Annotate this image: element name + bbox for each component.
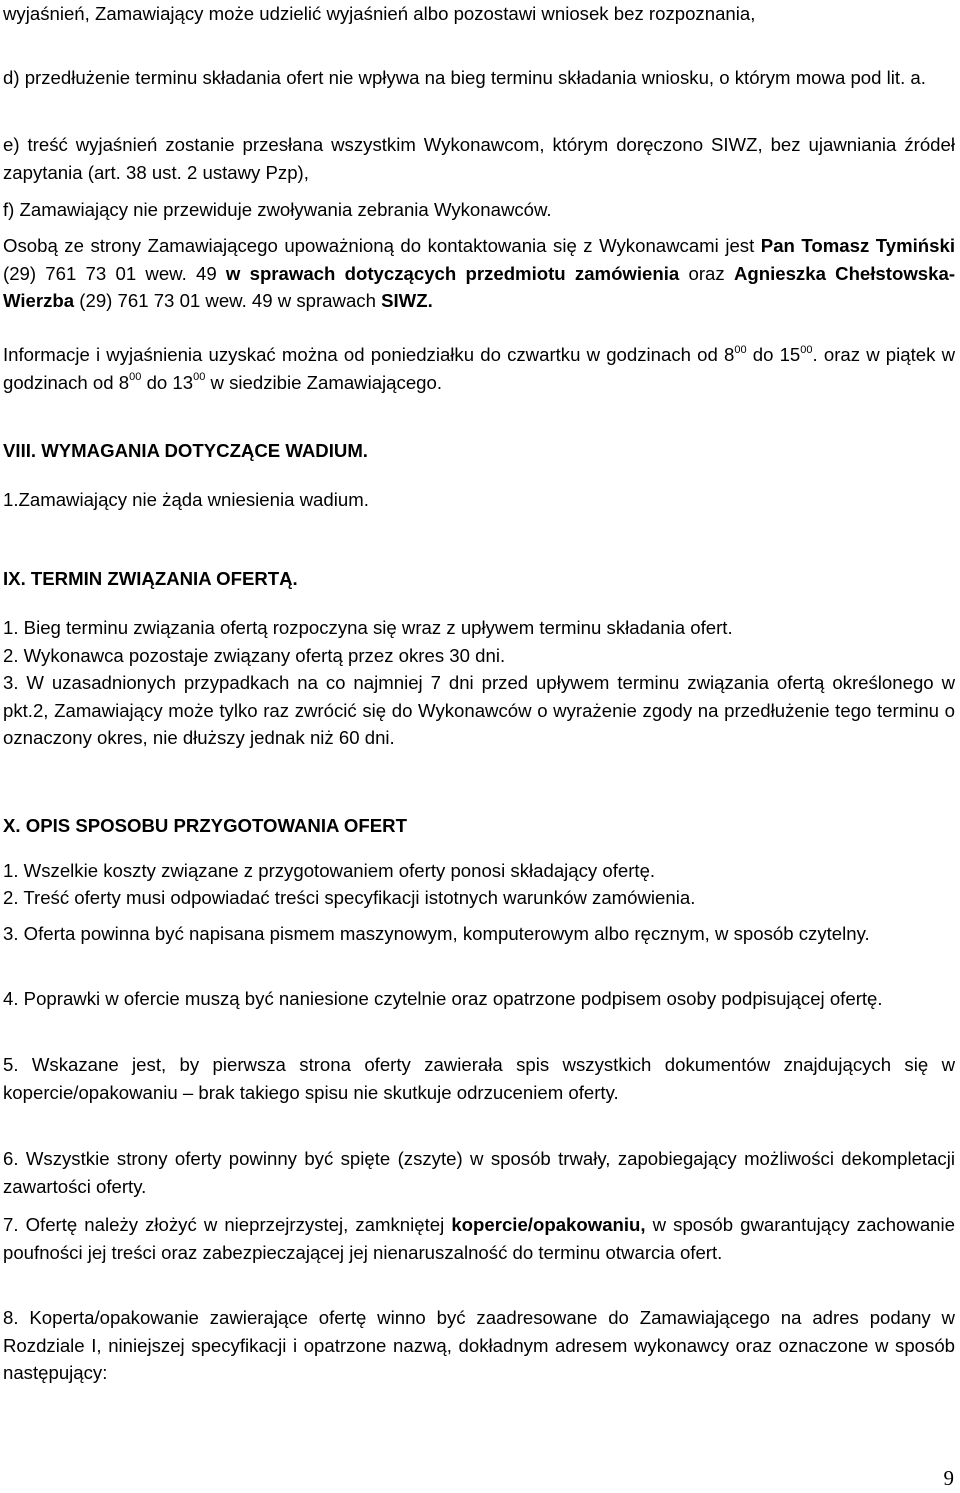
section-ix-item-2: 2. Wykonawca pozostaje związany ofertą przez okres 30 dni. — [3, 645, 506, 666]
section-x-item-6: 6. Wszystkie strony oferty powinny być spięte (zszyte) w sposób trwały, zapobiegający możliwości dekompletacji zawartości oferty. — [3, 1148, 955, 1197]
contact-person-2: Agnieszka Chełstowska-Wierzba — [3, 262, 956, 311]
item-7-emphasis: kopercie/opakowaniu, — [451, 1214, 646, 1235]
section-x-item-4: 4. Poprawki w ofercie muszą być naniesione czytelnie oraz opatrzone podpisem osoby podpisującej ofertę. — [3, 988, 883, 1009]
section-x-item-5: 5. Wskazane jest, by pierwsza strona oferty zawierała spis wszystkich dokumentów znajdujących się w kopercie/opakowaniu – brak takiego spisu nie skutkuje odrzuceniem oferty. — [3, 1054, 955, 1103]
hours-sup-3: 00 — [129, 371, 142, 384]
contact-phone-1: (29) 761 73 01 wew. 49 — [3, 262, 217, 284]
contact-person-1: Pan Tomasz Tymiński — [760, 235, 955, 256]
section-x-item-2: 2. Treść oferty musi odpowiadać treści specyfikacji istotnych warunków zamówienia. — [3, 887, 696, 908]
hours-sup-2: 00 — [800, 343, 813, 356]
hours-sup-1: 00 — [734, 343, 747, 356]
section-x-item-1: 1. Wszelkie koszty związane z przygotowaniem oferty ponosi składający ofertę. — [3, 860, 656, 881]
hours-text-1: Informacje i wyjaśnienia uzyskać można od poniedziałku do czwartku w godzinach od 8 — [3, 344, 735, 365]
clause-c-continuation: wyjaśnień, Zamawiający może udzielić wyjaśnień albo pozostawi wniosek bez rozpoznania, — [3, 3, 756, 24]
office-hours-paragraph — [3, 341, 955, 396]
page-number: 9 — [943, 1466, 954, 1490]
contact-text: Osobą ze strony Zamawiającego upoważnioną do kontaktowania się z Wykonawcami jest — [3, 235, 755, 256]
clause-e: e) treść wyjaśnień zostanie przesłana wszystkim Wykonawcom, którym doręczono SIWZ, bez ujawniania źródeł zapytania (art. 38 ust. 2 ustawy Pzp), — [3, 134, 955, 183]
section-heading-ix: IX. TERMIN ZWIĄZANIA OFERTĄ. — [3, 568, 298, 589]
section-heading-viii: VIII. WYMAGANIA DOTYCZĄCE WADIUM. — [3, 440, 368, 461]
contact-conjunction: oraz — [688, 262, 725, 284]
item-7-text-2: w sposób gwarantujący zachowanie poufności jej treści oraz zabezpieczającej jej nienaruszalność do terminu otwarcia ofert. — [3, 1214, 955, 1263]
hours-text-5: w siedzibie Zamawiającego. — [210, 371, 443, 393]
clause-f: f) Zamawiający nie przewiduje zwoływania zebrania Wykonawców. — [3, 199, 552, 220]
section-heading-x: X. OPIS SPOSOBU PRZYGOTOWANIA OFERT — [3, 815, 407, 836]
section-x-item-7 — [3, 1211, 955, 1266]
section-ix-item-1: 1. Bieg terminu związania ofertą rozpoczyna się wraz z upływem terminu składania ofert. — [3, 617, 733, 638]
section-viii-item-1: 1.Zamawiający nie żąda wniesienia wadium. — [3, 489, 369, 510]
hours-text-3: . oraz w piątek w godzinach od 8 — [3, 344, 955, 393]
contact-scope-2: SIWZ. — [381, 290, 433, 311]
contact-scope-1: w sprawach dotyczących przedmiotu zamówienia — [225, 262, 680, 284]
clause-d: d) przedłużenie terminu składania ofert nie wpływa na bieg terminu składania wniosku, o którym mowa pod lit. a. — [3, 67, 926, 88]
hours-text-2: do 15 — [752, 344, 801, 365]
section-x-item-8: 8. Koperta/opakowanie zawierające ofertę winno być zaadresowane do Zamawiającego na adres podany w Rozdziale I, niniejszej specyfikacji i opatrzone nazwą, dokładnym adresem wykonawcy oraz oznaczone w sposób następujący: — [3, 1307, 955, 1383]
section-ix-item-3: 3. W uzasadnionych przypadkach na co najmniej 7 dni przed upływem terminu związania ofertą określonego w pkt.2, Zamawiający może tylko raz zwrócić się do Wykonawców o wyrażenie zgody na przedłużenie tego terminu o oznaczony okres, nie dłuższy jednak niż 60 dni. — [3, 672, 955, 748]
item-7-text-1: 7. Ofertę należy złożyć w nieprzejrzystej, zamkniętej — [3, 1214, 445, 1235]
contact-paragraph — [3, 232, 955, 315]
contact-phone-2: (29) 761 73 01 wew. 49 w sprawach — [79, 290, 376, 311]
section-x-item-3: 3. Oferta powinna być napisana pismem maszynowym, komputerowym albo ręcznym, w sposób czytelny. — [3, 923, 870, 944]
hours-sup-4: 00 — [193, 371, 206, 384]
hours-text-4: do 13 — [146, 371, 194, 393]
